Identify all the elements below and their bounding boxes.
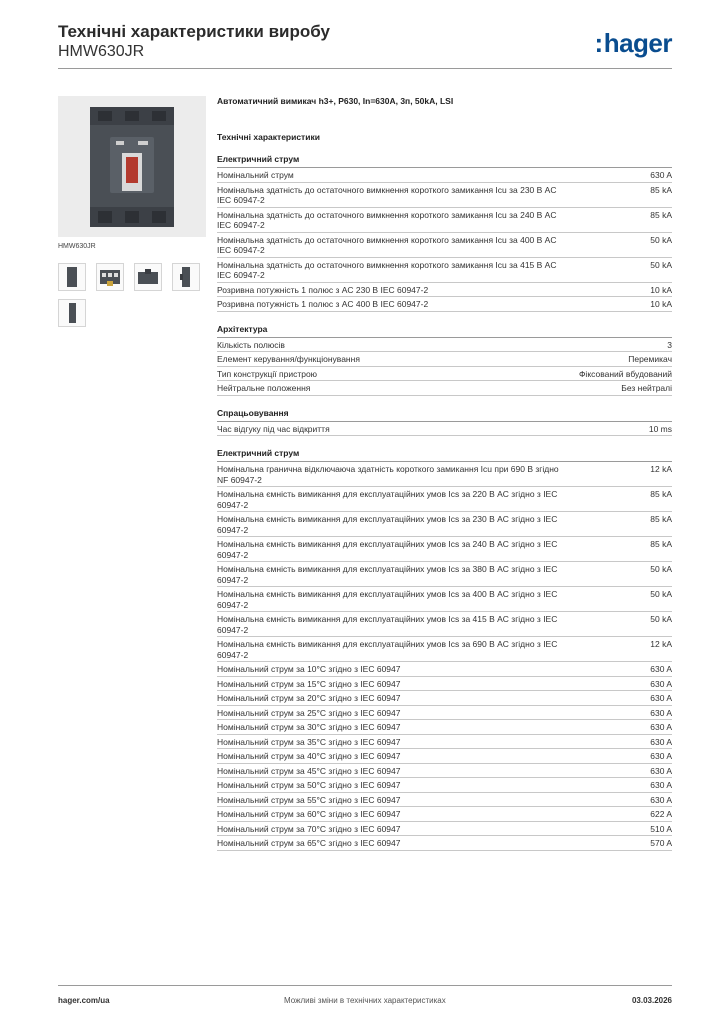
spec-row <box>217 836 672 851</box>
spec-row <box>217 537 672 562</box>
spec-value: 10 kA <box>650 299 672 309</box>
spec-row <box>217 706 672 721</box>
spec-row <box>217 183 672 208</box>
spec-label: Номінальний струм за 40°C згідно з IEC 60947 <box>217 751 401 761</box>
spec-label: Номінальна ємність вимикання для експлуатаційних умов Ics за 240 В AC згідно з IEC 60947-2 <box>217 539 558 560</box>
spec-group <box>217 448 672 851</box>
spec-group <box>217 408 672 437</box>
page-header <box>58 22 330 62</box>
spec-label: Номінальний струм за 60°C згідно з IEC 60947 <box>217 809 401 819</box>
spec-label: Розривна потужність 1 полюс з AC 230 В IEC 60947-2 <box>217 284 429 295</box>
spec-label: Номінальна ємність вимикання для експлуатаційних умов Ics за 230 В AC згідно з IEC 60947-2 <box>217 514 558 535</box>
spec-value: 85 kA <box>650 514 672 524</box>
spec-value: 85 kA <box>650 539 672 549</box>
spec-value: Фіксований вбудований <box>578 368 672 379</box>
spec-value: 570 A <box>650 838 672 848</box>
spec-group <box>217 324 672 396</box>
spec-value: Без нейтралі <box>621 383 672 393</box>
spec-label: Номінальний струм за 15°C згідно з IEC 60947 <box>217 678 401 689</box>
spec-value: 630 A <box>650 794 672 805</box>
spec-value: 50 kA <box>650 259 672 270</box>
spec-value: 10 ms <box>648 423 672 434</box>
section-title: Технічні характеристики <box>217 132 320 142</box>
spec-label: Номінальна ємність вимикання для експлуатаційних умов Ics за 690 В AC згідно з IEC 60947-2 <box>217 639 558 660</box>
product-photo[interactable] <box>58 96 206 237</box>
spec-value: 12 kA <box>650 464 672 474</box>
spec-row <box>217 367 672 382</box>
spec-value: 622 A <box>650 809 672 819</box>
spec-label: Номінальна здатність до остаточного вимкнення короткого замикання Icu за 415 В AC IEC 60947-2 <box>217 259 557 280</box>
spec-row <box>217 487 672 512</box>
spec-label: Номінальний струм <box>217 170 294 180</box>
spec-row <box>217 587 672 612</box>
spec-label: Номінальний струм за 70°C згідно з IEC 60947 <box>217 823 401 834</box>
group-title: Архітектура <box>217 324 672 338</box>
spec-row <box>217 381 672 396</box>
spec-value: 630 A <box>650 736 672 747</box>
product-title: Автоматичний вимикач h3+, P630, In=630A, 3п, 50kA, LSI <box>217 96 454 106</box>
spec-row <box>217 422 672 437</box>
spec-label: Номінальна здатність до остаточного вимкнення короткого замикання Icu за 240 В AC IEC 60947-2 <box>217 209 557 230</box>
spec-label: Номінальний струм за 25°C згідно з IEC 60947 <box>217 707 401 718</box>
spec-row <box>217 208 672 233</box>
spec-row <box>217 338 672 353</box>
spec-row <box>217 283 672 298</box>
spec-value: 85 kA <box>650 209 672 220</box>
spec-value: 3 <box>667 339 672 350</box>
spec-label: Номінальний струм за 10°C згідно з IEC 60947 <box>217 664 401 674</box>
spec-value: 630 A <box>650 664 672 674</box>
spec-row <box>217 778 672 793</box>
spec-row <box>217 233 672 258</box>
spec-label: Номінальний струм за 30°C згідно з IEC 60947 <box>217 722 401 732</box>
spec-row <box>217 612 672 637</box>
spec-label: Номінальний струм за 55°C згідно з IEC 60947 <box>217 794 401 805</box>
spec-row <box>217 691 672 706</box>
spec-label: Розривна потужність 1 полюс з AC 400 В IEC 60947-2 <box>217 299 429 309</box>
group-title: Електричний струм <box>217 448 672 462</box>
footer-site-link[interactable]: hager.com/ua <box>58 996 110 1005</box>
spec-label: Кількість полюсів <box>217 339 285 350</box>
spec-groups <box>217 154 672 851</box>
spec-label: Номінальна здатність до остаточного вимкнення короткого замикання Icu за 400 В AC IEC 60947-2 <box>217 234 557 255</box>
footer-divider <box>58 985 672 986</box>
spec-label: Номінальний струм за 65°C згідно з IEC 60947 <box>217 838 401 848</box>
spec-row <box>217 764 672 779</box>
spec-value: 630 A <box>650 751 672 761</box>
spec-row <box>217 637 672 662</box>
spec-value: 50 kA <box>650 564 672 574</box>
spec-value: 630 A <box>650 722 672 732</box>
thumb-side2-icon[interactable] <box>172 263 200 291</box>
spec-label: Тип конструкції пристрою <box>217 368 318 379</box>
spec-row <box>217 168 672 183</box>
spec-value: 10 kA <box>650 284 672 295</box>
spec-group <box>217 154 672 312</box>
header-divider <box>58 68 672 69</box>
hager-logo[interactable]: :hager <box>594 28 672 58</box>
spec-row <box>217 258 672 283</box>
spec-label: Елемент керування/функціонування <box>217 354 360 364</box>
circuit-breaker-icon <box>86 103 178 231</box>
thumb-terminals-icon[interactable] <box>96 263 124 291</box>
spec-label: Номінальна ємність вимикання для експлуатаційних умов Ics за 380 В AC згідно з IEC 60947-2 <box>217 564 558 585</box>
spec-content <box>217 96 672 851</box>
spec-row <box>217 807 672 822</box>
footer-note: Можливі зміни в технічних характеристиках <box>284 996 446 1005</box>
spec-label: Номінальний струм за 35°C згідно з IEC 60947 <box>217 736 401 747</box>
spec-row <box>217 822 672 837</box>
group-title: Електричний струм <box>217 154 672 168</box>
spec-label: Номінальна здатність до остаточного вимкнення короткого замикання Icu за 230 В AC IEC 60947-2 <box>217 184 557 205</box>
thumb-top-icon[interactable] <box>134 263 162 291</box>
spec-label: Номінальний струм за 50°C згідно з IEC 60947 <box>217 780 401 790</box>
spec-row <box>217 677 672 692</box>
spec-row <box>217 352 672 367</box>
spec-row <box>217 793 672 808</box>
spec-label: Номінальна гранична відключаюча здатність короткого замикання Icu при 690 В згідно NF 60947-2 <box>217 464 559 485</box>
spec-row <box>217 562 672 587</box>
spec-value: 630 A <box>650 678 672 689</box>
spec-value: 85 kA <box>650 489 672 499</box>
spec-label: Номінальна ємність вимикання для експлуатаційних умов Ics за 415 В AC згідно з IEC 60947-2 <box>217 614 558 635</box>
spec-value: 50 kA <box>650 234 672 245</box>
spec-row <box>217 297 672 312</box>
spec-label: Час відгуку під час відкриття <box>217 423 330 434</box>
spec-label: Номінальна ємність вимикання для експлуатаційних умов Ics за 220 В AC згідно з IEC 60947-2 <box>217 489 558 510</box>
logo-text: hager <box>603 28 672 58</box>
spec-value: 630 A <box>650 780 672 790</box>
photo-caption: HMW630JR <box>58 243 96 250</box>
spec-row <box>217 512 672 537</box>
spec-row <box>217 462 672 487</box>
spec-value: 630 A <box>650 693 672 703</box>
spec-row <box>217 662 672 677</box>
spec-value: Перемикач <box>628 354 672 364</box>
group-title: Спрацьовування <box>217 408 672 422</box>
page-subtitle: HMW630JR <box>58 43 145 60</box>
spec-value: 85 kA <box>650 184 672 195</box>
spec-value: 12 kA <box>650 639 672 649</box>
spec-row <box>217 735 672 750</box>
spec-value: 630 A <box>650 170 672 180</box>
page-title: Технічні характеристики виробу <box>58 22 330 41</box>
spec-label: Номінальний струм за 20°C згідно з IEC 60947 <box>217 693 401 703</box>
spec-value: 630 A <box>650 707 672 718</box>
spec-value: 510 A <box>650 823 672 834</box>
spec-row <box>217 720 672 735</box>
spec-value: 50 kA <box>650 614 672 624</box>
spec-value: 630 A <box>650 765 672 776</box>
thumb-side-icon[interactable] <box>58 263 86 291</box>
footer-date: 03.03.2026 <box>631 996 672 1005</box>
spec-row <box>217 749 672 764</box>
thumb-front-icon[interactable] <box>58 299 86 327</box>
spec-label: Номінальна ємність вимикання для експлуатаційних умов Ics за 400 В AC згідно з IEC 60947-2 <box>217 589 558 610</box>
spec-label: Нейтральне положення <box>217 383 311 393</box>
spec-value: 50 kA <box>650 589 672 599</box>
spec-label: Номінальний струм за 45°C згідно з IEC 60947 <box>217 765 401 776</box>
